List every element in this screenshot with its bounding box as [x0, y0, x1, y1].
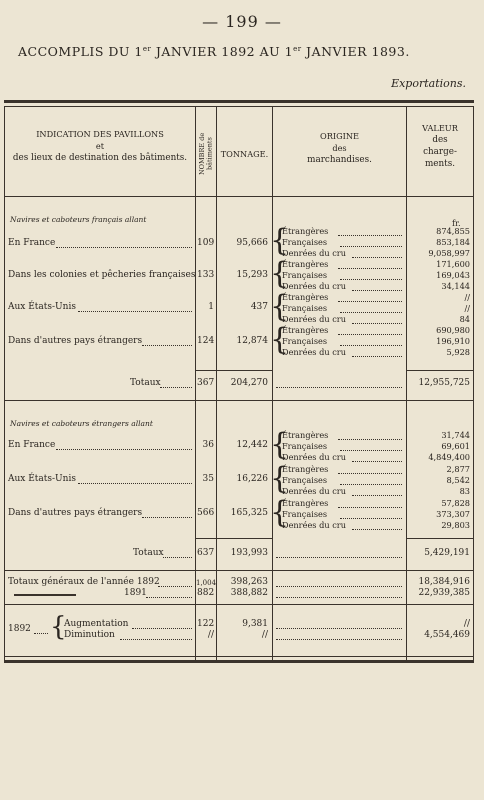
totals-label: Totaux [130, 378, 161, 388]
leader-dots [132, 628, 192, 629]
origin-label: Étrangères [282, 430, 329, 440]
row-nombre: 36 [202, 440, 214, 450]
leader-dots [352, 495, 402, 496]
value-cell: 874,855 [436, 226, 470, 236]
totals-nombre: 637 [197, 548, 215, 558]
brace: { [270, 461, 290, 496]
dim-nombre: // [207, 630, 214, 640]
value-cell: // [464, 303, 470, 313]
top-rule [4, 100, 474, 103]
leader-dots [352, 461, 402, 462]
dim-value: 4,554,469 [424, 630, 470, 640]
leader-dots [338, 235, 402, 236]
grand-total-label: Totaux généraux de l'année 1892 [8, 577, 160, 587]
value-cell: 853,184 [436, 237, 470, 247]
header-bottom-rule [4, 196, 474, 197]
ditto-rule [14, 594, 76, 596]
row-nombre: 109 [197, 238, 215, 248]
totals-tonnage: 193,993 [230, 548, 268, 558]
value-cell: 34,144 [441, 281, 470, 291]
totals-rule [195, 370, 273, 371]
origin-label: Françaises [282, 303, 328, 313]
unit-label: fr. [452, 218, 461, 228]
origin-label: Étrangères [282, 292, 329, 302]
leader-dots [340, 279, 402, 280]
leader-dots [276, 628, 402, 629]
header-indication: INDICATION DES PAVILLONS et des lieux de destination des bâtiments. [12, 129, 188, 163]
row-nombre: 133 [197, 270, 215, 280]
value-cell: 171,600 [436, 259, 470, 269]
origin-label: Françaises [282, 509, 328, 519]
value-cell: 373,307 [436, 509, 470, 519]
row-tonnage: 15,293 [236, 270, 268, 280]
origin-label: Denrées du cru [282, 486, 346, 496]
value-cell: 690,980 [436, 325, 470, 335]
brace: { [270, 427, 290, 462]
leader-dots [340, 345, 402, 346]
leader-dots [338, 301, 402, 302]
header-valeur: VALEUR des charge- ments. [422, 123, 458, 169]
origin-label: Denrées du cru [282, 452, 346, 462]
section-divider [4, 400, 474, 401]
leader-dots [276, 557, 402, 558]
row-label: Dans les colonies et pêcheries françaises [8, 270, 196, 280]
origin-label: Françaises [282, 270, 328, 280]
leader-dots [352, 257, 402, 258]
row-nombre: 35 [202, 474, 214, 484]
aug-tonnage: 9,381 [242, 619, 268, 629]
section1-heading: Navires et caboteurs français allant [10, 215, 147, 224]
leader-dots [352, 356, 402, 357]
leader-dots [276, 639, 402, 640]
origin-label: Denrées du cru [282, 520, 346, 530]
origin-label: Étrangères [282, 259, 329, 269]
brace: { [50, 612, 67, 642]
leader-dots [163, 557, 192, 558]
column-divider [272, 106, 273, 661]
header-tonnage: TONNAGE. [220, 149, 269, 159]
page-number: — 199 — [202, 12, 282, 31]
totals-rule [406, 370, 474, 371]
top-rule-thin [4, 106, 474, 107]
origin-label: Étrangères [282, 464, 329, 474]
leader-dots [340, 312, 402, 313]
row-tonnage: 16,226 [236, 474, 268, 484]
leader-dots [120, 639, 192, 640]
grand-total-tonnage: 398,263 [230, 577, 268, 587]
value-cell: 29,803 [441, 520, 470, 530]
leader-dots [338, 507, 402, 508]
leader-dots [338, 473, 402, 474]
brace: { [270, 223, 290, 258]
row-nombre: 566 [197, 508, 215, 518]
totals-rule [406, 538, 474, 539]
origin-label: Denrées du cru [282, 281, 346, 291]
augmentation-label: Augmentation [64, 619, 129, 629]
leader-dots [352, 529, 402, 530]
header-nombre: NOMBRE de bâtiments [198, 132, 214, 176]
grand-total-1891-nombre: 882 [197, 588, 215, 598]
aug-value: // [463, 619, 470, 629]
table-border-left [4, 106, 5, 661]
row-label: Dans d'autres pays étrangers [8, 508, 143, 518]
leader-dots [340, 450, 402, 451]
brace: { [270, 289, 290, 324]
leader-dots [338, 268, 402, 269]
leader-dots [142, 517, 192, 518]
origin-label: Denrées du cru [282, 347, 346, 357]
header-origine: ORIGINE des marchandises. [307, 131, 372, 165]
value-cell: 169,043 [436, 270, 470, 280]
column-divider [216, 106, 217, 661]
section-divider [4, 604, 474, 605]
brace: { [270, 322, 290, 357]
value-cell: 8,542 [446, 475, 470, 485]
row-tonnage: 437 [250, 302, 268, 312]
totals-label: Totaux [133, 548, 164, 558]
value-cell: 69,601 [441, 441, 470, 451]
leader-dots [56, 449, 192, 450]
row-label: En France [8, 440, 56, 450]
diminution-label: Diminution [64, 630, 115, 640]
leader-dots [340, 518, 402, 519]
leader-dots [338, 439, 402, 440]
leader-dots [56, 247, 192, 248]
section-divider [4, 570, 474, 571]
value-cell: 4,849,400 [428, 452, 470, 462]
origin-label: Françaises [282, 441, 328, 451]
leader-dots [352, 323, 402, 324]
value-cell: 9,058,997 [428, 248, 470, 258]
grand-total-nombre: 1,004 [196, 579, 217, 587]
totals-value: 5,429,191 [424, 548, 470, 558]
origin-label: Étrangères [282, 325, 329, 335]
row-nombre: 1 [208, 302, 214, 312]
bottom-rule [4, 660, 474, 663]
value-cell: // [464, 292, 470, 302]
grand-total-1891-value: 22,939,385 [418, 588, 470, 598]
value-cell: 5,928 [446, 347, 470, 357]
leader-dots [160, 387, 192, 388]
leader-dots [276, 597, 402, 598]
leader-dots [338, 334, 402, 335]
row-nombre: 124 [197, 336, 215, 346]
leader-dots [34, 633, 48, 634]
value-cell: 196,910 [436, 336, 470, 346]
leader-dots [146, 597, 192, 598]
value-cell: 2,877 [446, 464, 470, 474]
origin-label: Denrées du cru [282, 314, 346, 324]
grand-total-value: 18,384,916 [418, 577, 470, 587]
row-tonnage: 12,874 [236, 336, 268, 346]
origin-label: Françaises [282, 237, 328, 247]
row-label: Aux États-Unis [8, 474, 76, 484]
row-label: Dans d'autres pays étrangers [8, 336, 143, 346]
section2-heading: Navires et caboteurs étrangers allant [10, 419, 153, 428]
leader-dots [78, 311, 192, 312]
leader-dots [340, 484, 402, 485]
table-border-right [473, 106, 474, 661]
leader-dots [158, 586, 192, 587]
value-cell: 31,744 [441, 430, 470, 440]
leader-dots [276, 586, 402, 587]
origin-label: Denrées du cru [282, 248, 346, 258]
dim-tonnage: // [261, 630, 268, 640]
totals-tonnage: 204,270 [230, 378, 268, 388]
bottom-rule-thin [4, 656, 474, 657]
value-cell: 83 [459, 486, 470, 496]
origin-label: Étrangères [282, 498, 329, 508]
value-cell: 84 [459, 314, 470, 324]
grand-total-1891-tonnage: 388,882 [230, 588, 268, 598]
origin-label: Françaises [282, 336, 328, 346]
row-tonnage: 95,666 [236, 238, 268, 248]
totals-value: 12,955,725 [418, 378, 470, 388]
row-label: En France [8, 238, 56, 248]
leader-dots [340, 246, 402, 247]
leader-dots [78, 483, 192, 484]
page-title: ACCOMPLIS DU 1er JANVIER 1892 AU 1er JANVIER 1893. [18, 44, 410, 59]
brace: { [270, 256, 290, 291]
totals-nombre: 367 [197, 378, 215, 388]
origin-label: Étrangères [282, 226, 329, 236]
column-divider [406, 106, 407, 661]
totals-rule [195, 538, 273, 539]
leader-dots [142, 345, 192, 346]
grand-total-1891-label: 1891 [124, 588, 147, 598]
leader-dots [352, 290, 402, 291]
origin-label: Françaises [282, 475, 328, 485]
row-tonnage: 165,325 [230, 508, 268, 518]
section-subtitle: Exportations. [391, 77, 466, 90]
leader-dots [276, 387, 402, 388]
brace: { [270, 495, 290, 530]
row-tonnage: 12,442 [236, 440, 268, 450]
comparison-year: 1892 [8, 624, 31, 634]
row-label: Aux États-Unis [8, 302, 76, 312]
aug-nombre: 122 [197, 619, 215, 629]
value-cell: 57,828 [441, 498, 470, 508]
